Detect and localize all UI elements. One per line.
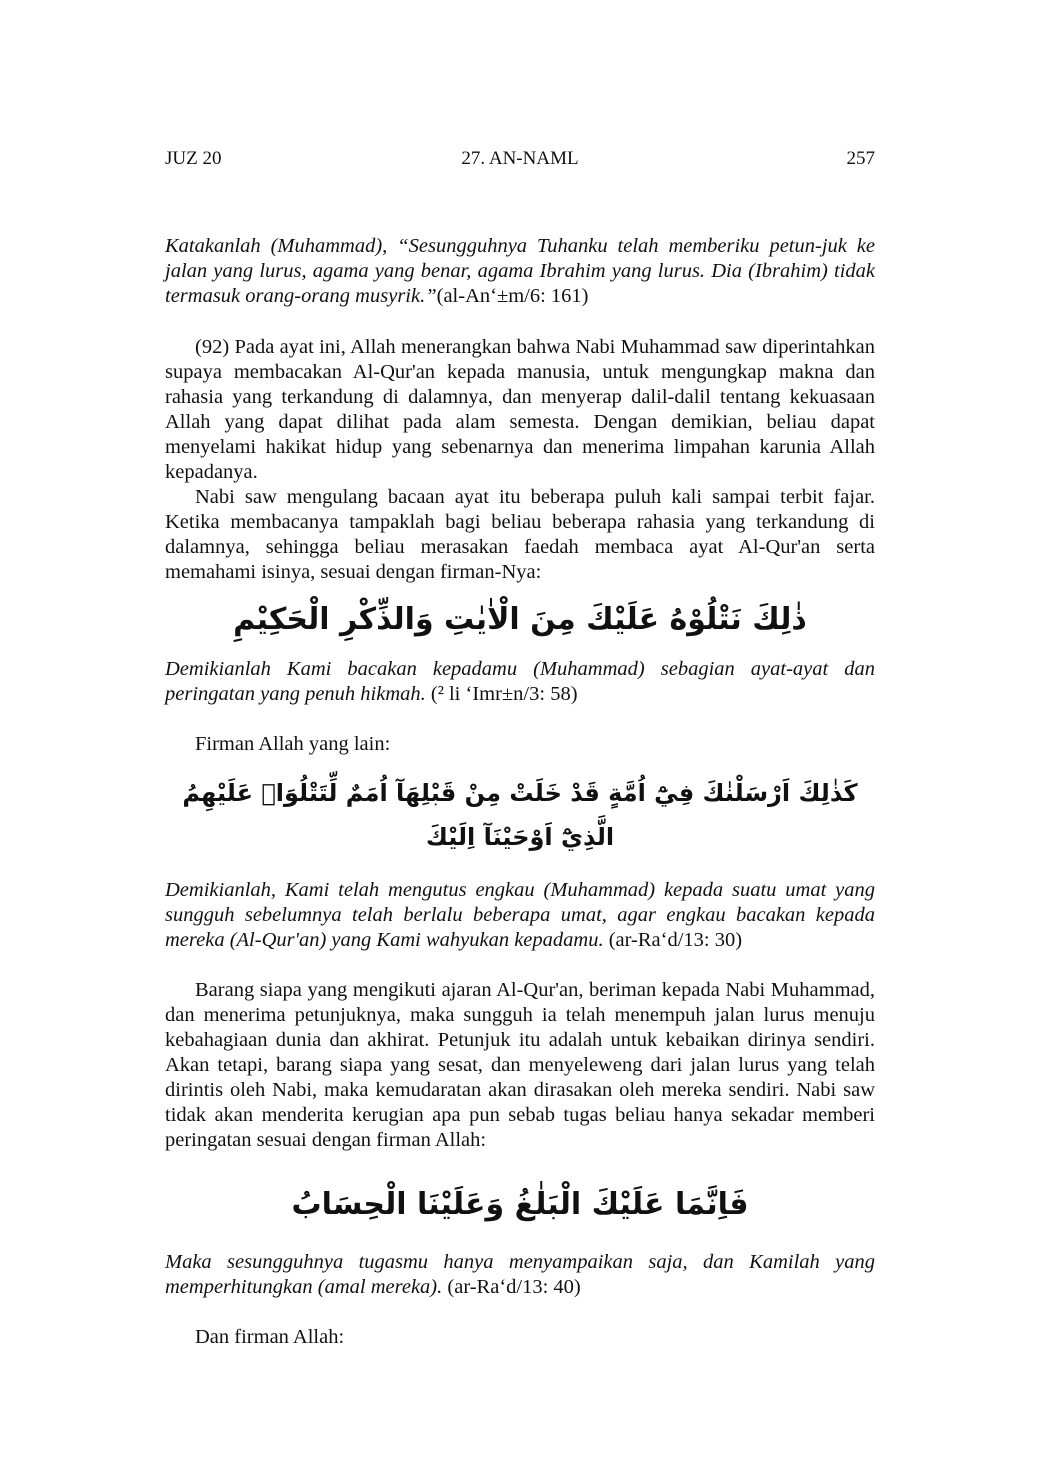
quote-text: Katakanlah (Muhammad), “Sesungguhnya Tuhanku telah memberiku petun-juk ke jalan yang lurus, agama yang benar, agama Ibrahim yang lurus. Dia (Ibrahim) tidak termasuk orang-orang musyrik.”	[165, 235, 875, 307]
translation-ref: (² li ‘Imr±n/3: 58)	[430, 683, 578, 705]
quote-an-am	[165, 234, 875, 309]
running-header	[165, 0, 875, 171]
arabic-verse-1: ذٰلِكَ نَتْلُوْهُ عَلَيْكَ مِنَ الْاٰيٰتِ وَالذِّكْرِ الْحَكِيْمِ	[233, 602, 807, 637]
translation-1	[165, 657, 875, 707]
translation-text: Maka sesungguhnya tugasmu hanya menyampaikan saja, dan Kamilah yang memperhitungkan (amal mereka).	[165, 1251, 875, 1298]
arabic-verse-2: كَذٰلِكَ اَرْسَلْنٰكَ فِيْٓ اُمَّةٍ قَدْ خَلَتْ مِنْ قَبْلِهَآ اُمَمٌ لِّتَتْلُوَا۟ عَلَيْهِمُ الَّذِيْٓ اَوْحَيْنَآ اِلَيْكَ	[182, 779, 858, 851]
quote-ref: (al-An‘±m/6: 161)	[436, 285, 589, 307]
translation-ref: (ar-Ra‘d/13: 40)	[447, 1276, 581, 1298]
paragraph-3: Barang siapa yang mengikuti ajaran Al-Qur'an, beriman kepada Nabi Muhammad, dan menerima petunjuknya, maka sungguh ia telah menempuh jalan lurus menuju kebahagiaan dunia dan akhirat. Petunjuk itu adalah untuk kebaikan dirinya sendiri. Akan tetapi, barang siapa yang sesat, dan menyeleweng dari jalan lurus yang telah dirintis oleh Nabi, maka kemudaratan akan dirasakan oleh mereka sendiri. Nabi saw tidak akan menderita kerugian apa pun sebab tugas beliau hanya sekadar memberi peringatan sesuai dengan firman Allah:	[165, 979, 875, 1151]
page-number: 257	[846, 148, 875, 169]
translation-text: Demikianlah Kami bacakan kepadamu (Muhammad) sebagian ayat-ayat dan peringatan yang penuh hikmah.	[165, 658, 875, 705]
translation-text: Demikianlah, Kami telah mengutus engkau (Muhammad) kepada suatu umat yang sungguh sebelumnya telah berlalu beberapa umat, agar engkau bacakan kepada mereka (Al-Qur'an) yang Kami wahyukan kepadamu.	[165, 879, 875, 951]
page-body	[165, 234, 875, 1350]
paragraph-2: Nabi saw mengulang bacaan ayat itu beberapa puluh kali sampai terbit fajar. Ketika membacanya tampaklah bagi beliau beberapa rahasia yang terkandung di dalamnya, sehingga beliau merasakan faedah membaca ayat Al-Qur'an serta memahami isinya, sesuai dengan firman-Nya:	[165, 486, 875, 583]
intro-firman-lain: Firman Allah yang lain:	[195, 733, 391, 755]
intro-dan-firman: Dan firman Allah:	[195, 1326, 345, 1348]
header-juz: JUZ 20	[165, 148, 222, 169]
arabic-verse-3: فَاِنَّمَا عَلَيْكَ الْبَلٰغُ وَعَلَيْنَا الْحِسَابُ	[291, 1187, 749, 1222]
paragraph-92: (92) Pada ayat ini, Allah menerangkan bahwa Nabi Muhammad saw diperintahkan supaya membacakan Al-Qur'an kepada manusia, untuk mengungkap makna dan rahasia yang terkandung di dalamnya, dan menyerap dalil-dalil tentang kekuasaan Allah yang dapat dilihat pada alam semesta. Dengan demikian, beliau dapat menyelami hakikat hidup yang sebenarnya dan menerima limpahan karunia Allah kepadanya.	[165, 336, 875, 483]
translation-ref: (ar-Ra‘d/13: 30)	[608, 929, 743, 951]
header-surah: 27. AN-NAML	[461, 148, 579, 169]
translation-3	[165, 1250, 875, 1300]
translation-2	[165, 878, 875, 953]
